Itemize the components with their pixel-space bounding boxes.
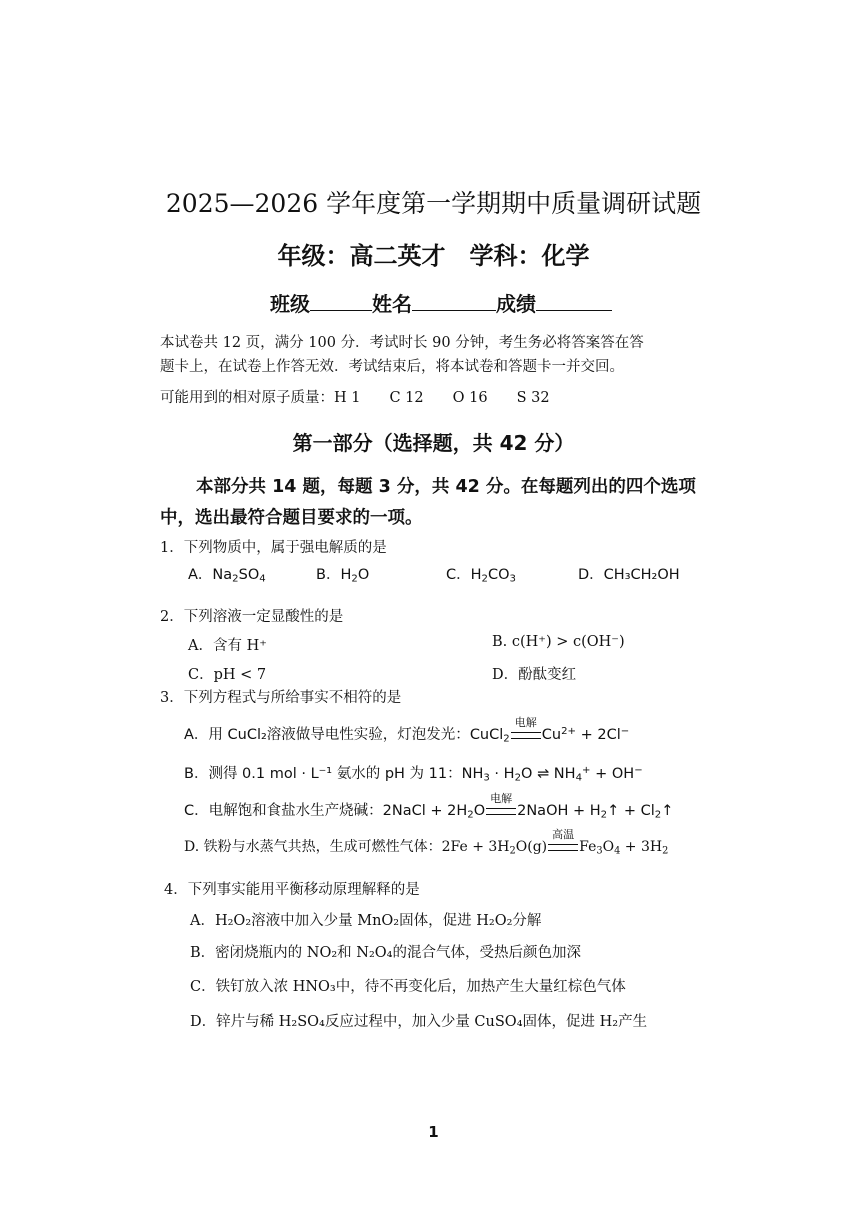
q1-option-d: D．CH₃CH₂OH [578, 567, 680, 583]
name-blank [412, 292, 496, 311]
q3-option-c: C．电解饱和食盐水生产烧碱：2NaCl + $2H_2O$ 电解 2NaOH + $H_2↑$ + $Cl_2↑$ [184, 792, 674, 821]
part1-title: 第一部分（选择题，共 42 分） [292, 431, 575, 455]
part1-intro-line-1: 本部分共 14 题，每题 3 分，共 42 分。在每题列出的四个选项 [196, 477, 696, 497]
name-label: 姓名 [372, 292, 412, 316]
q4-stem: 4．下列事实能用平衡移动原理解释的是 [164, 882, 420, 898]
q1-stem: 1．下列物质中，属于强电解质的是 [160, 540, 387, 556]
score-label: 成绩 [496, 292, 536, 316]
q2-option-c: C．pH < 7 [188, 667, 267, 683]
instructions-line-1: 本试卷共 12 页，满分 100 分．考试时长 90 分钟，考生务必将答案答在答 [160, 335, 644, 351]
equilibrium-arrow-icon: ⇌ [537, 766, 550, 782]
q1-option-c: C．$H_2CO_3$ [446, 567, 516, 585]
high-temp-arrow: 高温 [548, 839, 578, 855]
atomic-masses: 可能用到的相对原子质量：H 1 C 12 O 16 S 32 [160, 390, 550, 406]
student-info-fields [270, 288, 612, 317]
q2-option-d: D．酚酞变红 [492, 667, 577, 683]
exam-title: 2025—2026 学年度第一学期期中质量调研试题 [165, 189, 702, 218]
q4-option-c: C．铁钉放入浓 HNO₃中，待不再变化后，加热产生大量红棕色气体 [190, 979, 626, 995]
q4-option-a: A．H₂O₂溶液中加入少量 MnO₂固体，促进 H₂O₂分解 [190, 913, 542, 929]
class-blank [310, 292, 372, 311]
instructions-line-2: 题卡上，在试卷上作答无效．考试结束后，将本试卷和答题卡一并交回。 [160, 359, 624, 375]
class-label: 班级 [270, 292, 310, 316]
q4-option-b: B．密闭烧瓶内的 NO₂和 N₂O₄的混合气体，受热后颜色加深 [190, 945, 581, 961]
part1-intro-line-2: 中，选出最符合题目要求的一项。 [160, 508, 423, 528]
page-number: 1 [428, 1123, 439, 1141]
q4-option-d: D．锌片与稀 H₂SO₄反应过程中，加入少量 CuSO₄固体，促进 H₂产生 [190, 1014, 648, 1030]
q3-option-b: B．测得 0.1 mol · L⁻¹ 氨水的 pH 为 11：$NH_3 \cdot H_2O$ ⇌ $NH_4^+ + OH^-$ [184, 764, 643, 784]
q1-option-a: A．$Na_2SO_4$ [188, 567, 266, 585]
q3-stem: 3．下列方程式与所给事实不相符的是 [160, 690, 402, 706]
electrolysis-arrow: 电解 [511, 727, 541, 743]
q2-stem: 2．下列溶液一定显酸性的是 [160, 609, 344, 625]
exam-subtitle: 年级：高二英才 学科：化学 [277, 242, 590, 270]
q1-option-b: B．$H_2O$ [316, 567, 370, 585]
q3-option-a: A．用 CuCl₂溶液做导电性实验，灯泡发光：CuCl$_2$ 电解 $Cu^{2+} + 2Cl^-$ [184, 716, 630, 745]
electrolysis-arrow: 电解 [486, 803, 516, 819]
q2-option-a: A．含有 H⁺ [188, 638, 267, 654]
q2-option-b: B. c(H⁺) > c(OH⁻) [492, 634, 625, 650]
q3-option-d: D. 铁粉与水蒸气共热，生成可燃性气体：$2Fe + 3H_2O(g)$ 高温 $Fe_3O_4 + 3H_2$ [184, 828, 669, 857]
score-blank [536, 292, 612, 311]
